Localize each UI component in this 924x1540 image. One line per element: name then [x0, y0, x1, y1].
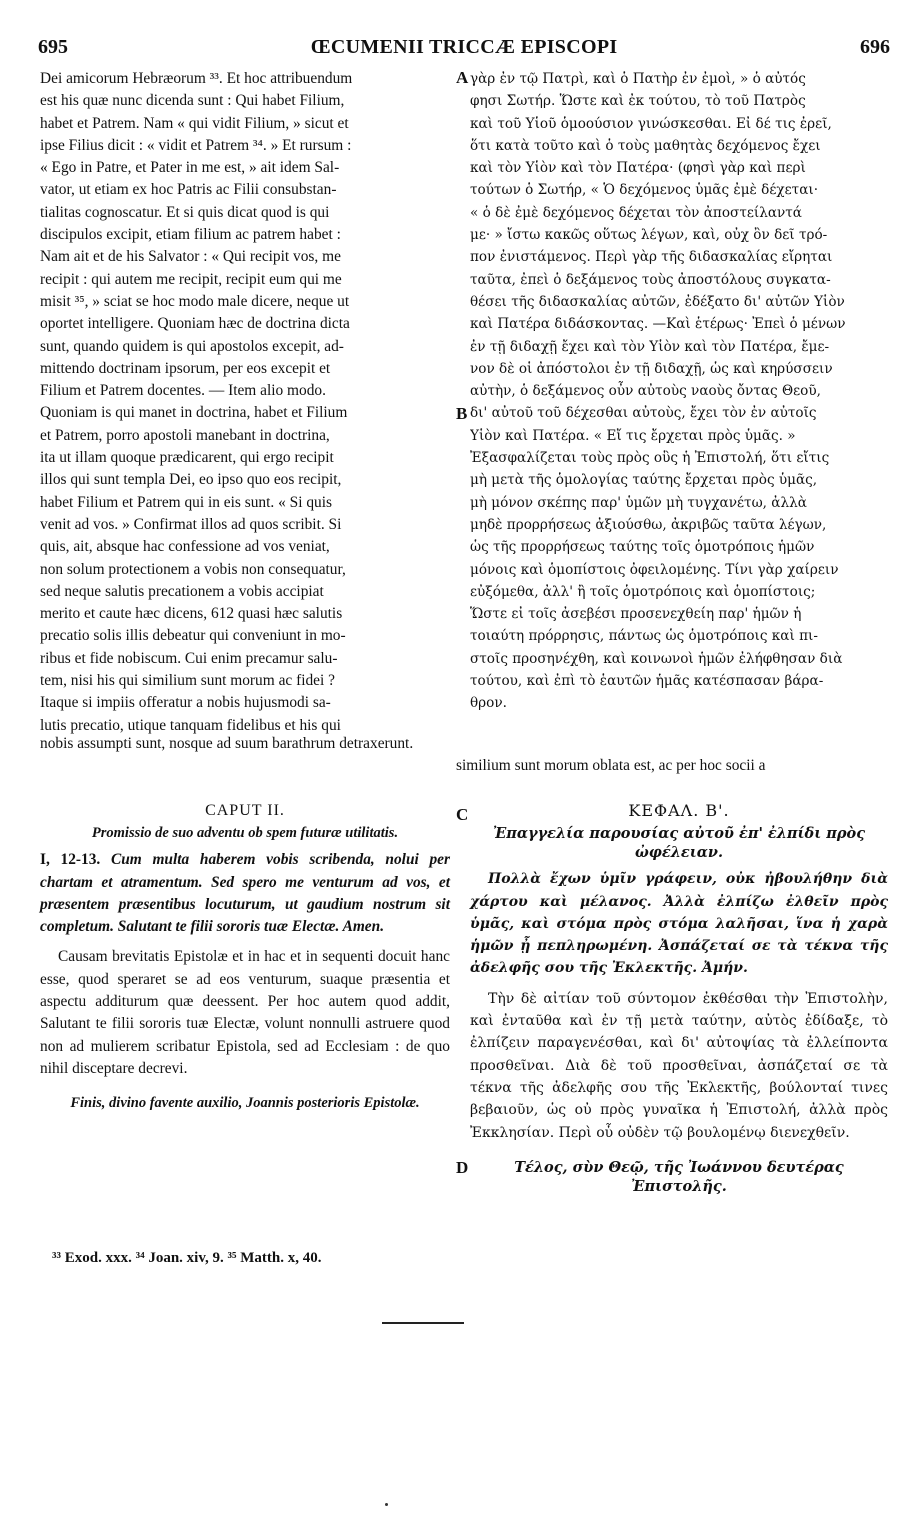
greek-text-line: ὅτι κατὰ τοῦτο καὶ ὁ τοὺς μαθητὰς δεχόμενος ἔχει [470, 137, 821, 154]
greek-text-line: φησι Σωτήρ. Ὥστε καὶ ἐκ τούτου, τὸ τοῦ Πατρὸς [470, 93, 806, 110]
greek-text-line: καὶ Πατέρα διδάσκοντας. —Καὶ ἑτέρως· Ἐπεὶ ὁ μένων [470, 316, 846, 333]
margin-marker-b: B [456, 404, 468, 423]
footnotes: ³³ Exod. xxx. ³⁴ Joan. xiv, 9. ³⁵ Matth. x, 40. [52, 1250, 322, 1266]
greek-text-line: Υἱὸν καὶ Πατέρα. « Εἴ τις ἔρχεται πρὸς ὑμᾶς. » [470, 427, 796, 444]
latin-text-line: Nam ait et de his Salvator : « Qui recipit vos, me [40, 248, 341, 266]
greek-text-line: ἐν τῇ διδαχῇ ἔχει καὶ τὸν Υἱὸν καὶ τὸν Πατέρα, ἔμε- [470, 338, 830, 355]
greek-chapter-heading: ΚΕΦΑΛ. Β'. [628, 801, 730, 820]
latin-verse-text: Cum multa haberem vobis scribenda, nolui per chartam et atramentum. Sed spero me venturum ad vos, et præsentem præsentibus locuturum, ut gaudium nostrum sit completum. Salutant te filii sororis tuæ Electæ. Amen. [40, 851, 450, 936]
greek-text-line: νον δὲ οἱ ἀπόστολοι ἐν τῇ διδαχῇ, ὡς καὶ κηρύσσειν [470, 360, 833, 377]
print-mark [385, 1503, 388, 1506]
greek-text-line: καὶ τὸν Υἱὸν καὶ τὸν Πατέρα· (φησὶ γὰρ καὶ περὶ [470, 160, 806, 177]
latin-text-line: illos qui sunt templa Dei, eo ipso quo eos recipit, [40, 471, 342, 489]
latin-text-line: ribus et fide nobiscum. Cui enim precamur salu- [40, 649, 338, 667]
greek-chapter [470, 800, 888, 1196]
latin-text-line: habet et Patrem. Nam « qui vidit Filium, » sicut et [40, 114, 349, 132]
latin-text-line: misit ³⁵, » sciat se hoc modo male dicere, neque ut [40, 292, 350, 310]
latin-text-line: venit ad vos. » Confirmat illos ad quos scribit. Si [40, 515, 342, 533]
latin-text-line: « Ego in Patre, et Pater in me est, » ait idem Sal- [40, 159, 340, 177]
latin-text-line: precatio solis illis debeatur qui conveniunt in mo- [40, 627, 346, 645]
latin-text-line: Quoniam is qui manet in doctrina, habet et Filium [40, 404, 348, 422]
margin-marker-c: C [456, 805, 469, 824]
latin-text-line: discipulos excipit, etiam filium ac patrem habet : [40, 226, 341, 244]
greek-text-line: ταῦτα, ἐπεὶ ὁ δεξάμενος τοὺς ἀποστόλους συγκατα- [470, 271, 831, 288]
greek-text-line: εὐξόμεθα, ἀλλ' ἢ τοῖς ὁμοτρόποις καὶ ὁμοπίστοις; [470, 583, 816, 600]
latin-text-line: sed neque salutis precationem a vobis accipiat [40, 582, 324, 600]
latin-verse [40, 849, 450, 938]
verse-reference: I, 12-13. [40, 851, 101, 869]
greek-text-line: με· » ἴστω κακῶς οὕτως λέγων, καὶ, οὐχ ὂν δεῖ τρό- [470, 227, 828, 244]
greek-text-line: στοῖς προσηνέχθη, καὶ κοινωνοὶ ἡμῶν ἐλήφθησαν διὰ [470, 650, 843, 667]
greek-text-line: τούτων ὁ Σωτήρ, « Ὁ δεχόμενος ὑμᾶς ἐμὲ δέχεται· [470, 182, 819, 199]
greek-text-line: αὐτὴν, ὁ δεξάμενος οὖν αὐτοὺς ναοὺς ὄντας Θεοῦ, [470, 383, 821, 400]
latin-text-line: vator, ut etiam ex hoc Patris ac Filii consubstan- [40, 181, 337, 199]
latin-finis: Finis, divino favente auxilio, Joannis posterioris Epistolæ. [70, 1095, 420, 1112]
running-title: ŒCUMENII TRICCÆ EPISCOPI [310, 36, 618, 58]
latin-chapter-heading: CAPUT II. [205, 802, 285, 819]
latin-commentary: Causam brevitatis Epistolæ et in hac et in sequenti docuit hanc esse, quod speraret se ad eos venturum, suaque præsentia et aspectu additurum quæ deessent. Per hoc autem quod addit, Salutant te filii sororis tuæ Electæ, volunt nonnulli astruere quod non ad mulierem scribatur Epistola, sed ad Ecclesiam : de quo nihil disceptare decrevi. [40, 948, 450, 1077]
running-header [38, 36, 890, 62]
margin-marker-a: A [456, 68, 469, 87]
page-number-right: 696 [860, 36, 890, 58]
end-rule [382, 1322, 464, 1324]
latin-text-line: recipit : qui autem me recipit, recipit eum qui me [40, 270, 342, 288]
greek-text-line: θρον. [470, 695, 507, 712]
greek-finis: Τέλος, σὺν Θεῷ, τῆς Ἰωάννου δευτέρας Ἐπιστολῆς. [514, 1158, 844, 1195]
latin-text-line: tem, nisi his qui similium sunt morum ac fidei ? [40, 672, 335, 690]
greek-text-line: ὡς τῆς προρρήσεως ταύτης τοῖς ὁμοτρόποις ἡμῶν [470, 539, 815, 556]
latin-chapter-subheading: Promissio de suo adventu ob spem futuræ utilitatis. [91, 825, 399, 842]
margin-marker-d: D [456, 1158, 469, 1177]
spanning-line [40, 735, 888, 777]
greek-text-line: καὶ τοῦ Υἱοῦ ὁμοούσιον γινώσκεσθαι. Εἰ δέ τις ἐρεῖ, [470, 115, 832, 132]
latin-text-line: Itaque si impiis offeratur a nobis hujusmodi sa- [40, 694, 331, 712]
latin-text-line: oportet intelligere. Quoniam hæc de doctrina dicta [40, 315, 350, 333]
latin-text-line: mittendo doctrinam ipsorum, per eos excepit et [40, 359, 331, 377]
latin-text-line: quis, ait, absque hac confessione ad vos veniat, [40, 538, 330, 556]
greek-text-line: « ὁ δὲ ἐμὲ δεχόμενος δέχεται τὸν ἀποστείλαντά [470, 204, 802, 221]
latin-text-line: merito et caute hæc dicens, 612 quasi hæc salutis [40, 605, 343, 623]
span-line-text: similium sunt morum oblata est, ac per hoc socii a [456, 757, 766, 774]
greek-chapter-subheading: Ἐπαγγελία παρουσίας αὐτοῦ ἐπ' ἐλπίδι πρὸς ὠφέλειαν. [492, 825, 866, 862]
greek-text-line: πον ἐνιστάμενος. Περὶ γὰρ τῆς διδασκαλίας εἴρηται [470, 249, 833, 266]
latin-column-top [40, 68, 450, 737]
latin-text-line: Dei amicorum Hebræorum ³³. Et hoc attribuendum [40, 70, 353, 87]
greek-text-line: Ὥστε εἰ τοῖς ἀσεβέσι προσενεχθείη παρ' ἡμῶν ἡ [470, 606, 802, 623]
greek-text-line: δι' αὐτοῦ τοῦ δέχεσθαι αὐτοὺς, ἔχει τὸν ἐν αὐτοῖς [470, 405, 817, 422]
latin-text-line: et Patrem, porro apostoli manebant in doctrina, [40, 426, 330, 444]
greek-text-line: μὴ μετὰ τῆς ὁμολογίας ταύτης ἔρχεται πρὸς ὑμᾶς, [470, 472, 818, 489]
greek-text-line: θέσει τῆς διδασκαλίας αὐτῶν, ἐδέξατο δι' αὐτῶν Υἱὸν [470, 293, 845, 310]
latin-text-line: sunt, quando quidem is qui apostolos excepit, ad- [40, 337, 344, 355]
greek-text-line: μόνοις καὶ ὁμοπίστοις ὀφειλομένης. Τίνι γὰρ χαίρειν [470, 561, 839, 578]
greek-text-line: μηδὲ προρρήσεως ἀξιούσθω, ἀκριβῶς ταῦτα λέγων, [470, 516, 827, 533]
greek-verse-text: Πολλὰ ἔχων ὑμῖν γράφειν, οὐκ ἠβουλήθην διὰ χάρτου καὶ μέλανος. Ἀλλὰ ἐλπίζω ἐλθεῖν πρὸς ὑμᾶς, καὶ στόμα πρὸς στόμα λαλῆσαι, ἵνα ἡ χαρὰ ἡμῶν ᾖ πεπληρωμένη. Ἀσπάζεταί σε τὰ τέκνα τῆς ἀδελφῆς σου τῆς Ἐκλεκτῆς. Ἀμήν. [470, 871, 888, 977]
latin-text-line: tialitas cognoscatur. Et si quis dicat quod is qui [40, 203, 330, 221]
latin-text-line: Filium et Patrem docentes. — Item alio modo. [40, 382, 326, 400]
greek-text-line: γὰρ ἐν τῷ Πατρὶ, καὶ ὁ Πατὴρ ἐν ἐμοὶ, » ὁ αὐτός [470, 71, 806, 87]
latin-text-line: habet Filium et Patrem qui in eis sunt. « Si quis [40, 493, 332, 511]
greek-column-top [470, 68, 888, 715]
greek-commentary: Τὴν δὲ αἰτίαν τοῦ σύντομον ἐκθέσθαι τὴν Ἐπιστολὴν, καὶ ἐνταῦθα καὶ ἐν τῇ μετὰ ταύτην, αὐτὸς ἐδίδαξε, τὸ ἐλπίζειν παραγενέσθαι, καὶ δι' αὐτοψίας τὰ ἐλλείποντα προσθεῖναι. Διὰ δὲ τοῦ προσθεῖναι, ἀσπάζεταί σε τὰ τέκνα τῆς ἀδελφῆς σου τῆς Ἐκλεκτῆς, βούλονταί τινες βεβαιοῦν, ὡς οὐ πρὸς γυναῖκα ἡ Ἐπιστολή, ἀλλὰ πρὸς Ἐκκλησίαν. Περὶ οὗ οὐδὲν τῷ βουλομένῳ διενεχθεῖν. [470, 990, 888, 1141]
latin-text-line: est his quæ nunc dicenda sunt : Qui habet Filium, [40, 92, 345, 110]
greek-text-line: μὴ μόνον σκέπης παρ' ὑμῶν μὴ τυγχανέτω, ἀλλὰ [470, 494, 807, 511]
greek-text-line: Ἐξασφαλίζεται τοὺς πρὸς οὓς ἡ Ἐπιστολή, ὅτι εἴτις [470, 450, 830, 467]
latin-text-line: lutis precatio, utique tanquam fidelibus et his qui [40, 716, 341, 734]
latin-text-line: ita ut illam quoque prædicarent, qui ergo recipit [40, 449, 334, 467]
latin-text-line: ipse Filius dicit : « vidit et Patrem ³⁴. » Et rursum : [40, 136, 352, 154]
latin-continuation: nobis assumpti sunt, nosque ad suum barathrum detraxerunt. [40, 735, 414, 752]
greek-text-line: τοιαύτη πρόρρησις, πάντως ὡς ὁμοτρόποις καὶ πι- [470, 628, 818, 645]
page-number-left: 695 [38, 36, 68, 58]
latin-text-line: non solum protectionem a vobis non consequatur, [40, 560, 346, 578]
latin-chapter [40, 800, 450, 1113]
greek-text-line: τούτου, καὶ ἐπὶ τὸ ἑαυτῶν ἡμᾶς κατέσπασαν βάρα- [470, 673, 824, 690]
